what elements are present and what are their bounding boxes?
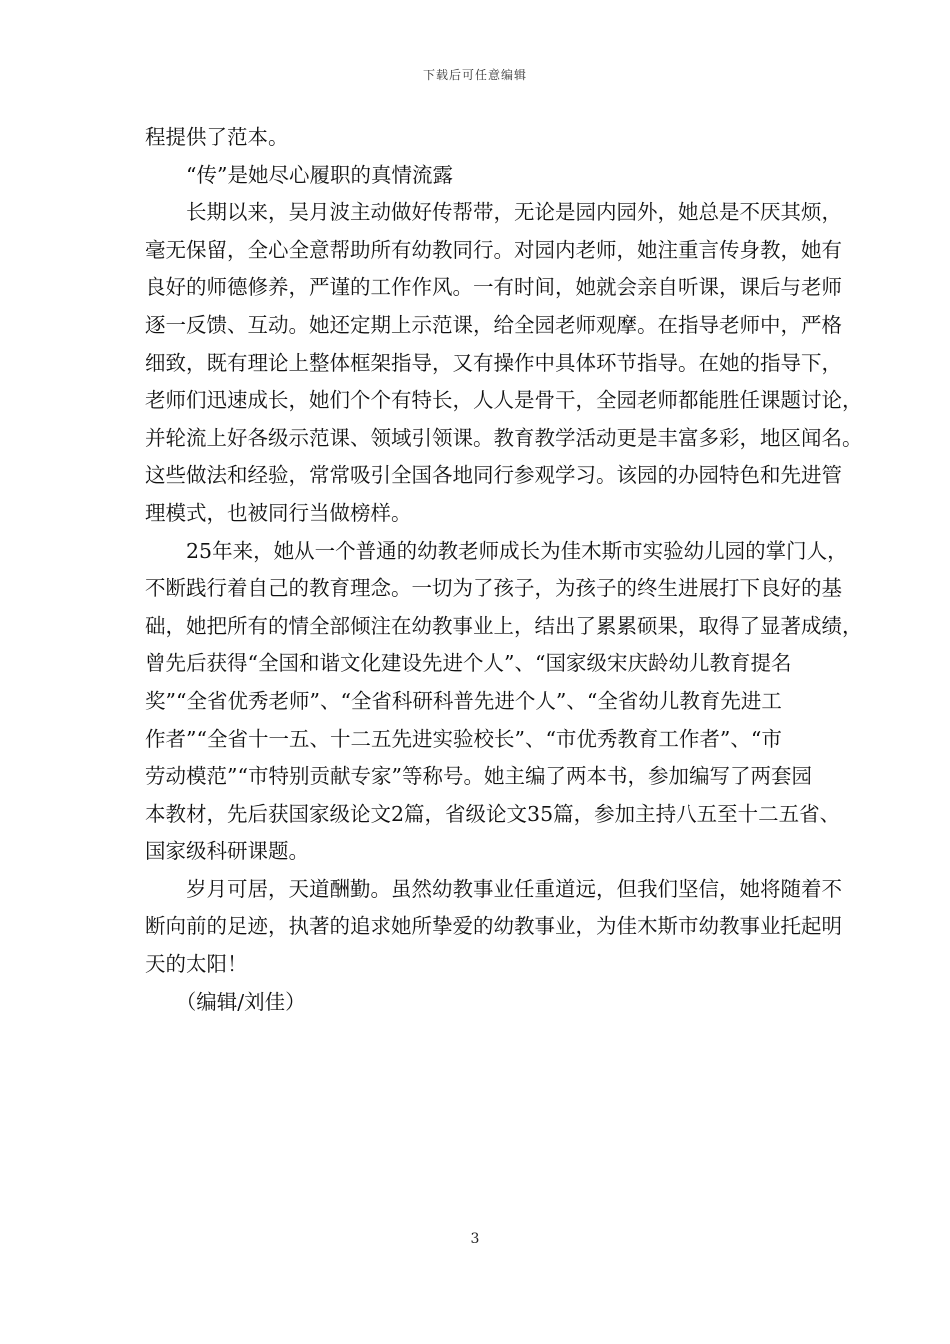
- text-line: 程提供了范本。: [145, 125, 289, 149]
- text-line: 不断践行着自己的教育理念。一切为了孩子，为孩子的终生进展打下良好的基: [145, 576, 842, 601]
- text-line: 细致，既有理论上整体框架指导，又有操作中具体环节指导。在她的指导下，: [145, 350, 842, 375]
- page-header: 下载后可任意编辑: [422, 68, 527, 82]
- text-line: 这些做法和经验，常常吸引全国各地同行参观学习。该园的办园特色和先进管: [145, 463, 842, 488]
- text-line: 劳动模范”“市特别贡献专家”等称号。她主编了两本书，参加编写了两套园: [145, 764, 812, 789]
- text-line: 老师们迅速成长，她们个个有特长，人人是骨干，全园老师都能胜任课题讨论，: [145, 388, 863, 413]
- text-line: 逐一反馈、互动。她还定期上示范课，给全园老师观摩。在指导老师中，严格: [145, 312, 842, 337]
- text-line: 础，她把所有的情全部倾注在幼教事业上，结出了累累硕果，取得了显著成绩，: [145, 613, 863, 638]
- text-line: 理模式，也被同行当做榜样。: [145, 500, 412, 525]
- text-line: 作者”“全省十一五、十二五先进实验校长”、“市优秀教育工作者”、“市: [145, 726, 782, 751]
- text-line: 毫无保留，全心全意帮助所有幼教同行。对园内老师，她注重言传身教，她有: [145, 237, 842, 262]
- text-line: 岁月可居，天道酬勤。虽然幼教事业任重道远，但我们坚信，她将随着不: [145, 876, 842, 901]
- editor-credit: （编辑/刘佳）: [145, 989, 306, 1014]
- page-number: 3: [470, 1231, 480, 1247]
- text-line: 奖”“全省优秀老师”、“全省科研科普先进个人”、“全省幼儿教育先进工: [145, 688, 782, 713]
- text-line: 良好的师德修养，严谨的工作作风。一有时间，她就会亲自听课，课后与老师: [145, 275, 842, 300]
- text-line: 25年来，她从一个普通的幼教老师成长为佳木斯市实验幼儿园的掌门人，: [145, 538, 848, 563]
- article-body: [145, 119, 863, 1021]
- text-line: 长期以来，吴月波主动做好传帮带，无论是园内园外，她总是不厌其烦，: [145, 200, 842, 225]
- text-line: 曾先后获得“全国和谐文化建设先进个人”、“国家级宋庆龄幼儿教育提名: [145, 651, 792, 676]
- text-line: 并轮流上好各级示范课、领域引领课。教育教学活动更是丰富多彩，地区闻名。: [145, 425, 863, 450]
- text-line: 断向前的足迹，执著的追求她所挚爱的幼教事业，为佳木斯市幼教事业托起明: [145, 914, 842, 939]
- text-line: 天的太阳！: [145, 952, 248, 977]
- section-heading: “传”是她尽心履职的真情流露: [145, 162, 453, 187]
- text-line: 国家级科研课题。: [145, 839, 309, 864]
- text-line: 本教材，先后获国家级论文2篇，省级论文35篇，参加主持八五至十二五省、: [145, 801, 841, 826]
